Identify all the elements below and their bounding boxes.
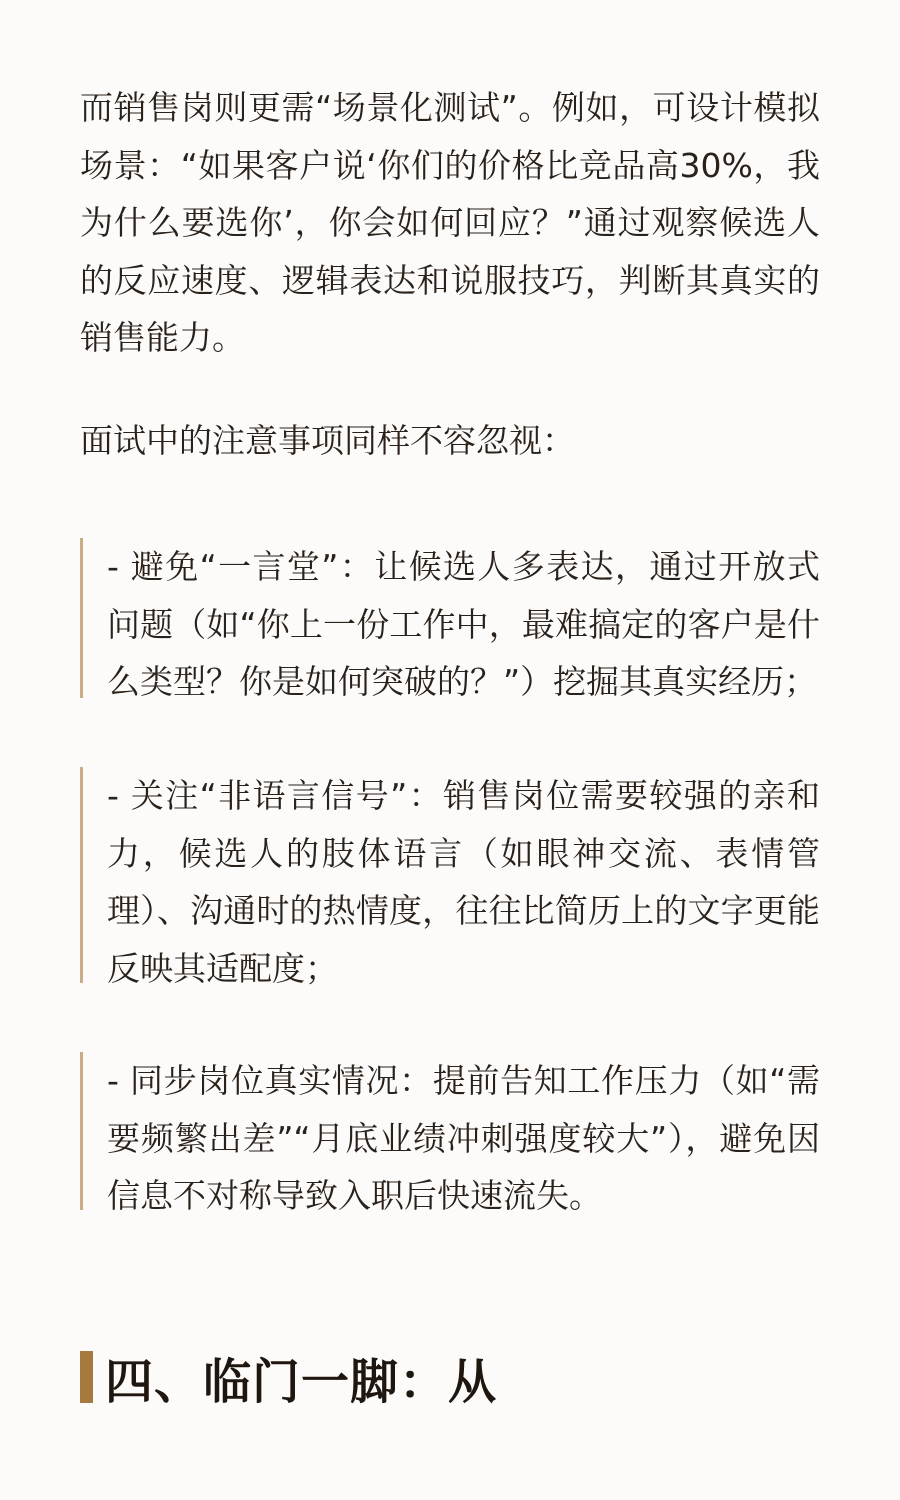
quote-block-job-reality (80, 1052, 820, 1215)
section-heading-text: 四、临门一脚：从 (105, 1353, 498, 1410)
quote-text: - 避免“一言堂”：让候选人多表达，通过开放式问题（如“你上一份工作中，最难搞定的客户是什么类型？你是如何突破的？”）挖掘其真实经历； (107, 547, 820, 701)
quote-block-nonverbal-signals (80, 767, 820, 988)
quote-text: - 关注“非语言信号”：销售岗位需要较强的亲和力，候选人的肢体语言（如眼神交流、表情管理）、沟通时的热情度，往往比简历上的文字更能反映其适配度； (107, 776, 820, 988)
quote-block-avoid-monologue (80, 538, 820, 701)
quote-text: - 同步岗位真实情况：提前告知工作压力（如“需要频繁出差”“月底业绩冲刺强度较大”），避免因信息不对称导致入职后快速流失。 (107, 1061, 820, 1215)
section-heading (80, 1346, 497, 1408)
paragraph-notes-intro: 面试中的注意事项同样不容忽视： (80, 421, 575, 460)
paragraph-sales-test: 而销售岗则更需“场景化测试”。例如，可设计模拟场景：“如果客户说‘你们的价格比竞品高30%，我为什么要选你’，你会如何回应？”通过观察候选人的反应速度、逻辑表达和说服技巧，判断其真实的销售能力。 (80, 88, 820, 357)
heading-accent-bar (80, 1351, 93, 1403)
